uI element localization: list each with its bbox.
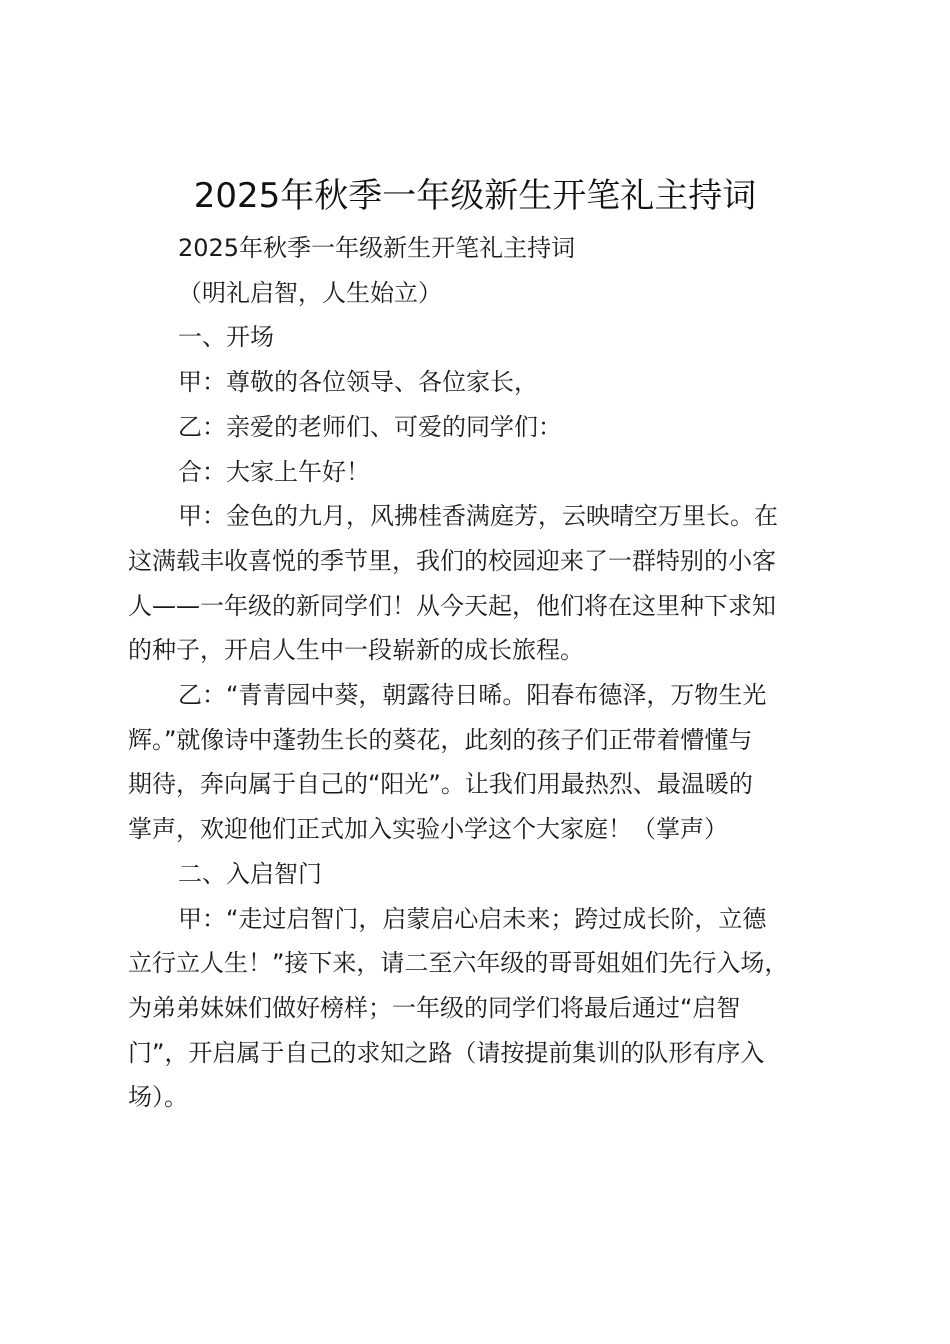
document-title: 2025年秋季一年级新生开笔礼主持词 [193, 176, 757, 216]
text-line: 的种子，开启人生中一段崭新的成长旅程。 [128, 636, 584, 665]
text-line: 乙：“青青园中葵，朝露待日晞。阳春布德泽，万物生光 [178, 681, 767, 710]
text-line: 场）。 [128, 1083, 188, 1112]
text-line: 这满载丰收喜悦的季节里，我们的校园迎来了一群特别的小客 [128, 546, 776, 575]
section-heading-gate: 二、入启智门 [178, 859, 322, 888]
paragraph-jia-3 [128, 897, 836, 1121]
text-line: 期待，奔向属于自己的“阳光”。让我们用最热烈、最温暖的 [128, 770, 753, 799]
document-body [128, 226, 836, 1120]
theme-line: （明礼启智，人生始立） [178, 278, 442, 307]
section-heading-opening: 一、开场 [178, 323, 274, 352]
dialogue-line-jia-1: 甲：尊敬的各位领导、各位家长， [178, 368, 538, 397]
text-line: 门”，开启属于自己的求知之路（请按提前集训的队形有序入 [128, 1038, 765, 1067]
text-line: 掌声，欢迎他们正式加入实验小学这个大家庭！（掌声） [128, 815, 728, 844]
text-line: 辉。”就像诗中蓬勃生长的葵花，此刻的孩子们正带着懵懂与 [128, 725, 753, 754]
dialogue-line-he-1: 合：大家上午好！ [178, 457, 370, 486]
paragraph-jia-2 [128, 494, 836, 673]
text-line: 甲：金色的九月，风拂桂香满庭芳，云映晴空万里长。在 [178, 502, 778, 531]
dialogue-line-yi-1: 乙：亲爱的老师们、可爱的同学们： [178, 412, 562, 441]
paragraph-yi-2 [128, 673, 836, 852]
text-line: 人——一年级的新同学们！从今天起，他们将在这里种下求知 [128, 591, 776, 620]
subtitle: 2025年秋季一年级新生开笔礼主持词 [178, 234, 576, 262]
text-line: 立行立人生！”接下来，请二至六年级的哥哥姐姐们先行入场， [128, 949, 789, 978]
text-line: 为弟弟妹妹们做好榜样；一年级的同学们将最后通过“启智 [128, 993, 741, 1022]
text-line: 甲：“走过启智门，启蒙启心启未来；跨过成长阶，立德 [178, 904, 767, 933]
